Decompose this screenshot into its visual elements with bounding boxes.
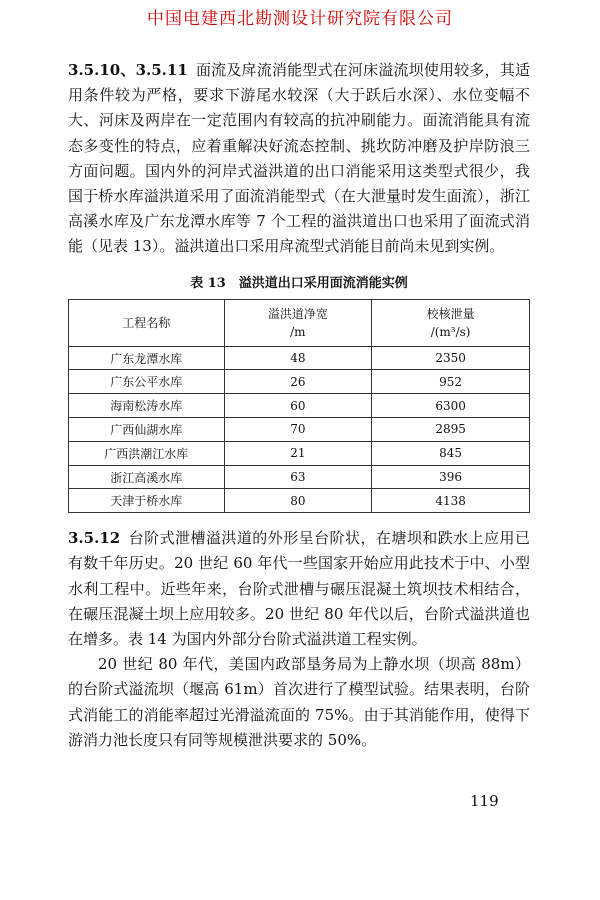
cell-width: 63	[224, 465, 372, 489]
header-spillway-width: 溢洪道净宽 /m	[224, 299, 372, 346]
cell-width: 21	[224, 441, 372, 465]
cell-flow: 2895	[372, 418, 530, 442]
table-row	[69, 441, 530, 465]
section-number: 3.5.12	[68, 529, 121, 548]
cell-width: 26	[224, 370, 372, 394]
header-check-flow: 校核泄量 /(m³/s)	[372, 299, 530, 346]
section-number: 3.5.10、3.5.11	[68, 61, 188, 79]
cell-width: 60	[224, 394, 372, 418]
paragraph-3-5-10	[68, 58, 530, 260]
cell-name: 广西仙湖水库	[69, 418, 225, 442]
page-number: 119	[470, 792, 499, 810]
paragraph-text: 面流及戽流消能型式在河床溢流坝使用较多，其适用条件较为严格，要求下游尾水较深（大于跃后水深）、水位变幅不大、河床及两岸在一定范围内有较高的抗冲刷能力。面流消能具有流态多变性的特点，应着重解决好流态控制、挑坎防冲磨及护岸防浪三方面问题。国内外的河岸式溢洪道的出口消能采用这类型式很少，我国于桥水库溢洪道采用了面流消能型式（在大泄量时发生面流），浙江高溪水库及广东龙潭水库等 7 个工程的溢洪道出口也采用了面流式消能（见表 13）。溢洪道出口采用戽流型式消能目前尚未见到实例。	[68, 61, 530, 256]
page-content	[68, 58, 530, 753]
table-row	[69, 346, 530, 370]
paragraph-text: 台阶式泄槽溢洪道的外形呈台阶状，在塘坝和跌水上应用已有数千年历史。20 世纪 60 年代一些国家开始应用此技术于中、小型水利工程中。近些年来，台阶式泄槽与碾压混凝土筑坝技术相结合，在碾压混凝土坝上应用较多。20 世纪 80 年代以后，台阶式溢洪道也在增多。表 14 为国内外部分台阶式溢洪道工程实例。	[68, 529, 530, 649]
cell-name: 广东公平水库	[69, 370, 225, 394]
cell-name: 广东龙潭水库	[69, 346, 225, 370]
cell-flow: 952	[372, 370, 530, 394]
cell-name: 海南松涛水库	[69, 394, 225, 418]
cell-flow: 4138	[372, 489, 530, 513]
watermark-text: 中国电建西北勘测设计研究院有限公司	[147, 9, 453, 29]
table-caption: 表 13 溢洪道出口采用面流消能实例	[190, 275, 408, 291]
table-row	[69, 418, 530, 442]
table-row	[69, 465, 530, 489]
paragraph-3-5-12	[68, 526, 530, 652]
cell-flow: 2350	[372, 346, 530, 370]
spillway-table	[68, 299, 530, 514]
cell-width: 80	[224, 489, 372, 513]
header-project-name: 工程名称	[69, 299, 225, 346]
cell-width: 70	[224, 418, 372, 442]
cell-name: 天津于桥水库	[69, 489, 225, 513]
cell-name: 浙江高溪水库	[69, 465, 225, 489]
table-row	[69, 394, 530, 418]
table-row	[69, 370, 530, 394]
cell-flow: 6300	[372, 394, 530, 418]
table-header-row	[69, 299, 530, 346]
paragraph-model-test: 20 世纪 80 年代，美国内政部垦务局为上静水坝（坝高 88m）的台阶式溢流坝（堰高 61m）首次进行了模型试验。结果表明，台阶式消能工的消能率超过光滑溢流面的 75%。由于其消能作用，使得下游消力池长度只有同等规模泄洪要求的 50%。	[68, 655, 530, 749]
cell-width: 48	[224, 346, 372, 370]
cell-flow: 845	[372, 441, 530, 465]
cell-name: 广西洪潮江水库	[69, 441, 225, 465]
cell-flow: 396	[372, 465, 530, 489]
table-row	[69, 489, 530, 513]
